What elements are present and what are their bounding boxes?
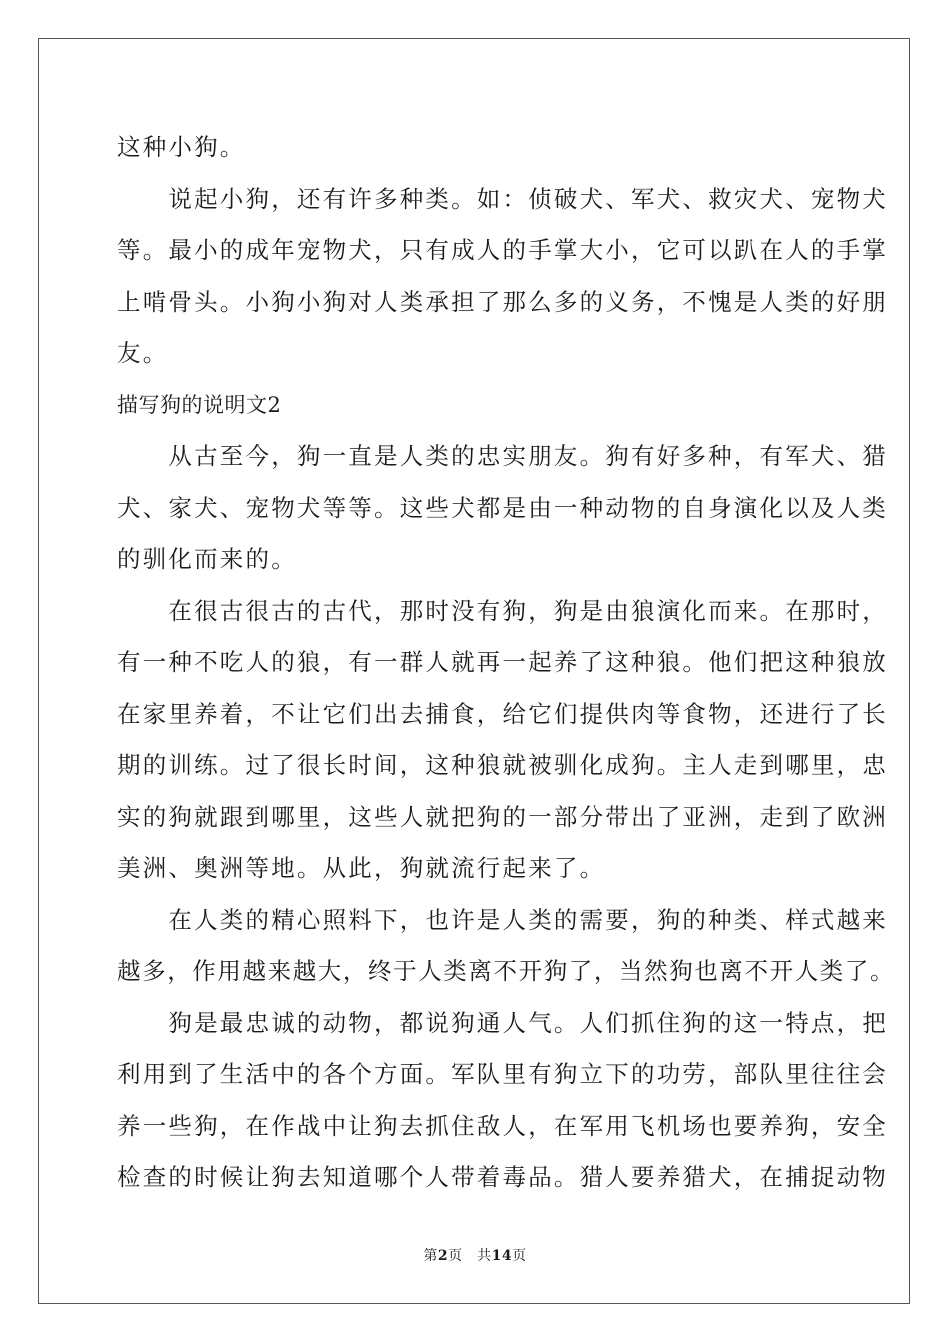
page-suffix: 页: [512, 1248, 527, 1264]
text-line: 的驯化而来的。: [117, 545, 297, 573]
page-number: 2: [437, 1248, 449, 1264]
text-line: 在人类的精心照料下，也许是人类的需要，狗的种类、样式越来: [117, 905, 888, 934]
text-line: 狗是最忠诚的动物，都说狗通人气。人们抓住狗的这一特点，把: [117, 1008, 888, 1037]
text-line: 友。: [117, 339, 169, 367]
section-heading: 描写狗的说明文2: [117, 392, 282, 417]
total-pages: 14: [491, 1248, 513, 1264]
text-line: 在家里养着，不让它们出去捕食，给它们提供肉等食物，还进行了长: [117, 699, 888, 728]
page-prefix: 第: [423, 1248, 438, 1264]
page-mid: 页 共: [448, 1248, 492, 1264]
text-line: 检查的时候让狗去知道哪个人带着毒品。猎人要养猎犬，在捕捉动物: [117, 1163, 888, 1191]
text-line: 有一种不吃人的狼，有一群人就再一起养了这种狼。他们把这种狼放: [117, 648, 888, 676]
document-body: [117, 122, 896, 1204]
text-line: 上啃骨头。小狗小狗对人类承担了那么多的义务，不愧是人类的好朋: [117, 287, 888, 316]
text-line: 养一些狗，在作战中让狗去抓住敌人，在军用飞机场也要养狗，安全: [117, 1111, 888, 1140]
page-footer: [0, 1245, 950, 1265]
text-line: 这种小狗。: [117, 133, 246, 161]
text-line: 等。最小的成年宠物犬，只有成人的手掌大小，它可以趴在人的手掌: [117, 236, 888, 264]
text-line: 说起小狗，还有许多种类。如：侦破犬、军犬、救灾犬、宠物犬: [117, 184, 888, 213]
text-line: 在很古很古的古代，那时没有狗，狗是由狼演化而来。在那时，: [117, 596, 888, 625]
text-line: 犬、家犬、宠物犬等等。这些犬都是由一种动物的自身演化以及人类: [117, 493, 888, 522]
text-line: 美洲、奥洲等地。从此，狗就流行起来了。: [117, 854, 606, 882]
text-line: 从古至今，狗一直是人类的忠实朋友。狗有好多种，有军犬、猎: [117, 442, 888, 470]
text-line: 越多，作用越来越大，终于人类离不开狗了，当然狗也离不开人类了。: [117, 957, 896, 985]
text-line: 利用到了生活中的各个方面。军队里有狗立下的功劳，部队里往往会: [117, 1060, 888, 1088]
text-line: 实的狗就跟到哪里，这些人就把狗的一部分带出了亚洲，走到了欧洲: [117, 802, 888, 831]
text-line: 期的训练。过了很长时间，这种狼就被驯化成狗。主人走到哪里，忠: [117, 751, 888, 779]
